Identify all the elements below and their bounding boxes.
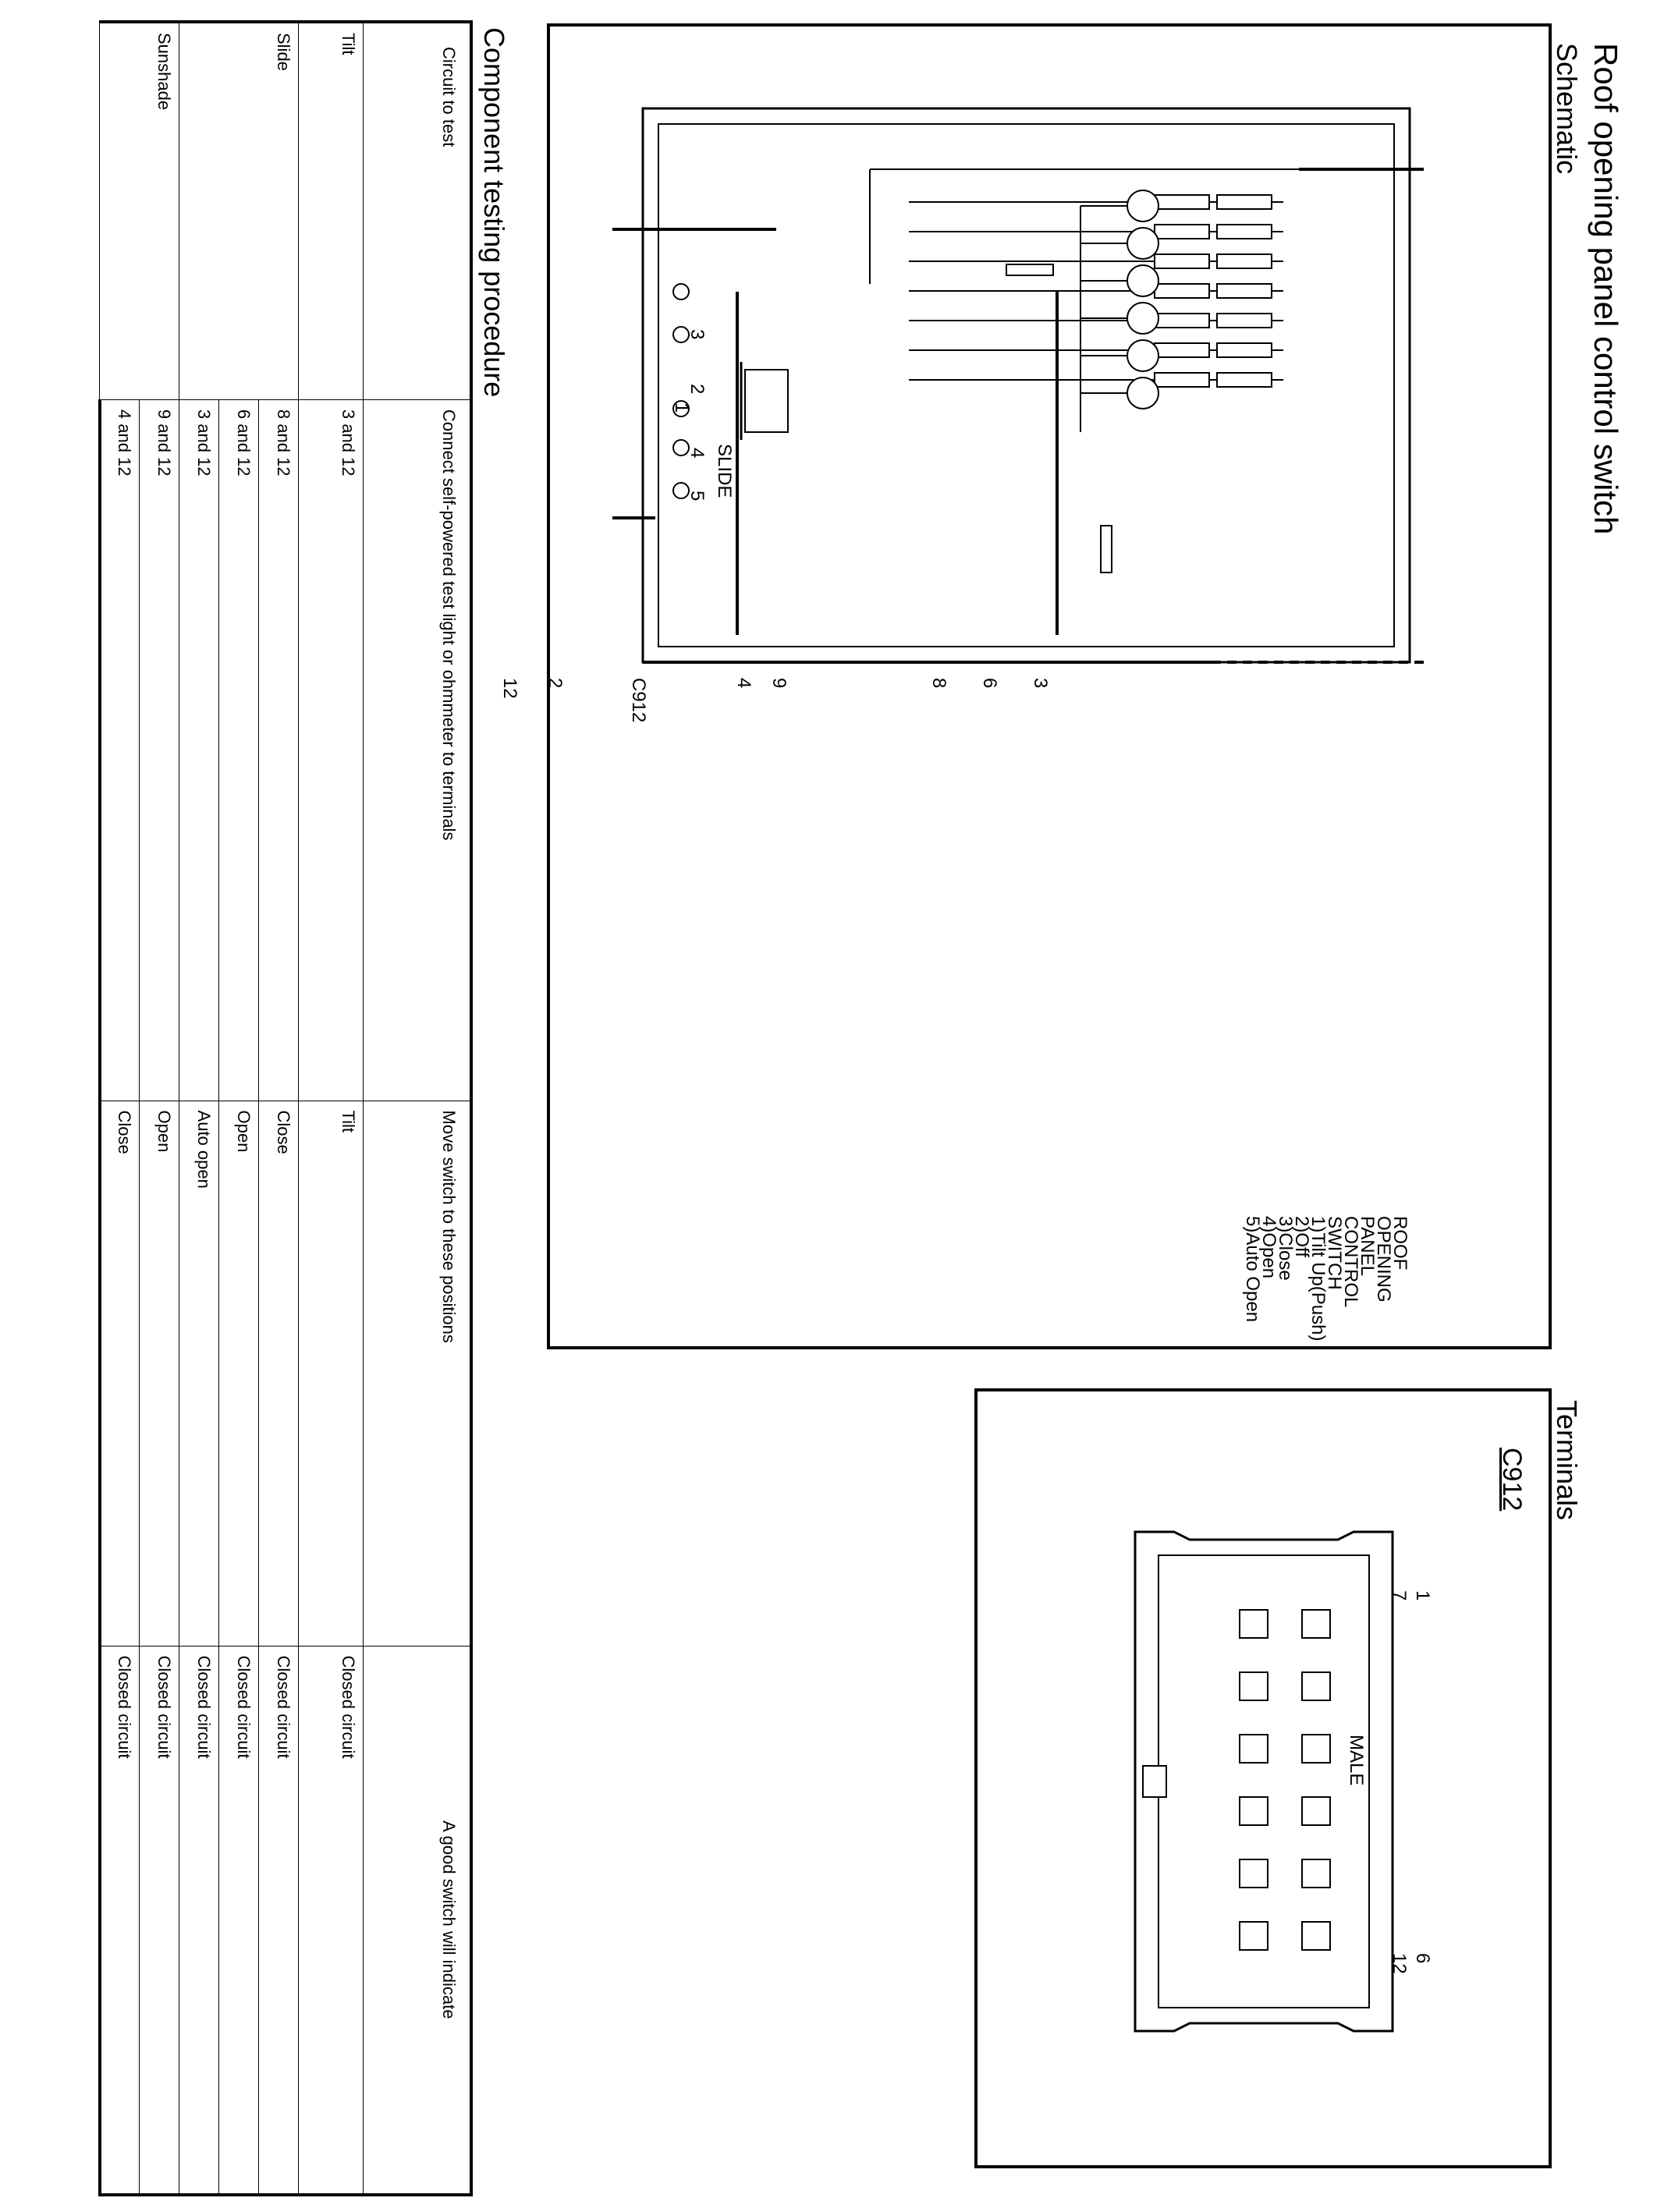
circuit-cell: Sunshade [100,22,179,399]
connector-label: C912 [628,678,649,723]
position-number: 2 [687,384,708,395]
position-cell: Open [140,1101,179,1646]
schematic-box [499,23,1552,1349]
legend-line: ROOF [1389,1216,1410,1271]
pin-label: 3 [1030,678,1051,689]
pin-label: 9 [768,678,789,689]
slide-label: SLIDE [714,444,735,498]
slide-switch-block [745,370,788,432]
result-cell: Closed circuit [179,1646,219,2195]
result-cell: Closed circuit [259,1646,299,2195]
connector-face [978,1391,1549,2165]
header-move: Move switch to these positions [364,1101,472,1646]
terminals-cell: 3 and 12 [179,399,219,1101]
connector-gender: MALE [1346,1735,1367,1786]
position-cell: Close [259,1101,299,1646]
position-cell: Open [219,1101,259,1646]
position-cell: Close [100,1101,140,1646]
terminal-pin-number: 6 [1412,1953,1433,1964]
procedure-heading: Component testing procedure [478,27,510,398]
position-number: 1 [671,402,692,413]
page-title: Roof opening panel control switch [1588,43,1624,535]
table-row [299,22,364,2195]
terminals-heading: Terminals [1551,1400,1583,1521]
legend-line: 4)Open [1258,1216,1279,1279]
result-cell: Closed circuit [299,1646,364,2195]
pin-label: 6 [979,678,1000,689]
pin-label: 4 [733,678,754,689]
result-cell: Closed circuit [219,1646,259,2195]
header-result: A good switch will indicate [364,1646,472,2195]
pin-label: 8 [928,678,949,689]
terminals-connector-label: C912 [1497,1448,1527,1512]
legend-line: 3)Close [1275,1216,1296,1281]
terminals-cell: 4 and 12 [100,399,140,1101]
header-connect: Connect self-powered test light or ohmmeter to terminals [364,399,472,1101]
component-test-table [98,20,473,2196]
position-number: 4 [687,448,708,459]
terminal-pin-number: 7 [1389,1590,1410,1601]
indicator-leds [1080,190,1158,432]
legend-line: SWITCH [1324,1216,1345,1290]
result-cell: Closed circuit [100,1646,140,2195]
terminals-cell: 3 and 12 [299,399,364,1101]
table-row [259,22,299,2195]
terminals-box [974,1388,1552,2168]
header-circuit: Circuit to test [364,22,472,399]
terminals-cell: 9 and 12 [140,399,179,1101]
legend-line: 5)Auto Open [1242,1216,1263,1323]
terminal-pin-number: 12 [1389,1953,1410,1974]
table-header-row [364,22,472,2195]
terminals-cell: 8 and 12 [259,399,299,1101]
result-cell: Closed circuit [140,1646,179,2195]
legend-line: PANEL [1357,1216,1378,1276]
table-row [140,22,179,2195]
legend-line: CONTROL [1340,1216,1361,1308]
pin-label: 2 [545,678,566,689]
circuit-cell: Slide [179,22,299,399]
terminal-pin-number: 1 [1412,1590,1433,1601]
position-cell: Auto open [179,1101,219,1646]
schematic-heading: Schematic [1551,43,1583,175]
terminals-cell: 6 and 12 [219,399,259,1101]
tilt-resistor [1006,264,1053,275]
sunshade-resistor [1101,526,1112,572]
circuit-cell: Tilt [299,22,364,399]
legend-line: 1)Tilt Up(Push) [1308,1216,1329,1342]
legend-line: OPENING [1373,1216,1394,1303]
device-legend [1244,1216,1408,1341]
position-number: 3 [687,329,708,340]
position-number: 5 [687,491,708,502]
position-cell: Tilt [299,1101,364,1646]
legend-line: 2)Off [1291,1216,1312,1257]
bus-lines [612,169,1424,635]
pin-label: 12 [499,678,520,699]
